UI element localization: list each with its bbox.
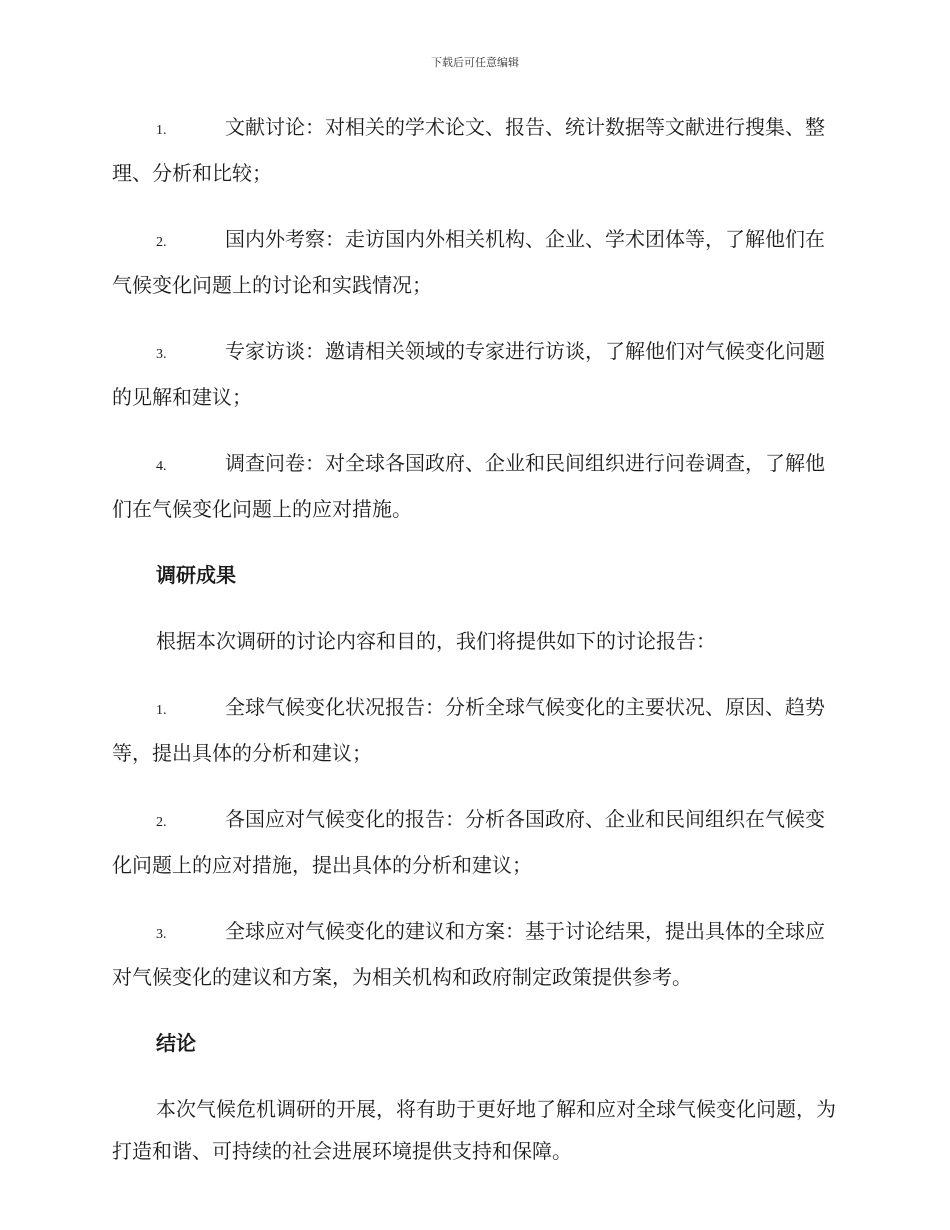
method-item xyxy=(112,330,836,418)
list-text: 国内外考察：走访国内外相关机构、企业、学术团体等，了解他们在气候变化问题上的讨论和实践情况； xyxy=(112,227,825,297)
result-item xyxy=(112,798,836,886)
list-number: 1. xyxy=(156,123,167,138)
list-number: 2. xyxy=(156,235,167,250)
list-text: 文献讨论：对相关的学术论文、报告、统计数据等文献进行搜集、整理、分析和比较； xyxy=(112,115,825,185)
list-text: 调查问卷：对全球各国政府、企业和民间组织进行问卷调查，了解他们在气候变化问题上的应对措施。 xyxy=(112,451,825,521)
method-item xyxy=(112,106,836,194)
list-number: 1. xyxy=(156,703,167,718)
list-text: 全球应对气候变化的建议和方案：基于讨论结果，提出具体的全球应对气候变化的建议和方案，为相关机构和政府制定政策提供参考。 xyxy=(112,919,825,989)
list-number: 3. xyxy=(156,927,167,942)
document-body xyxy=(112,106,836,1196)
result-item xyxy=(112,686,836,774)
list-number: 3. xyxy=(156,347,167,362)
list-text: 专家访谈：邀请相关领域的专家进行访谈，了解他们对气候变化问题的见解和建议； xyxy=(112,339,825,409)
method-item xyxy=(112,218,836,306)
list-text: 各国应对气候变化的报告：分析各国政府、企业和民间组织在气候变化问题上的应对措施，提出具体的分析和建议； xyxy=(112,807,825,877)
list-number: 4. xyxy=(156,459,167,474)
section-heading-results: 调研成果 xyxy=(156,563,236,587)
list-number: 2. xyxy=(156,815,167,830)
conclusion-text: 本次气候危机调研的开展，将有助于更好地了解和应对全球气候变化问题，为打造和谐、可持续的社会进展环境提供支持和保障。 xyxy=(112,1097,836,1163)
results-intro: 根据本次调研的讨论内容和目的，我们将提供如下的讨论报告： xyxy=(156,629,716,653)
list-text: 全球气候变化状况报告：分析全球气候变化的主要状况、原因、趋势等，提出具体的分析和建议； xyxy=(112,695,825,765)
section-heading-conclusion: 结论 xyxy=(156,1031,196,1055)
result-item xyxy=(112,910,836,998)
page-header: 下载后可任意编辑 xyxy=(431,56,519,69)
method-item xyxy=(112,442,836,530)
